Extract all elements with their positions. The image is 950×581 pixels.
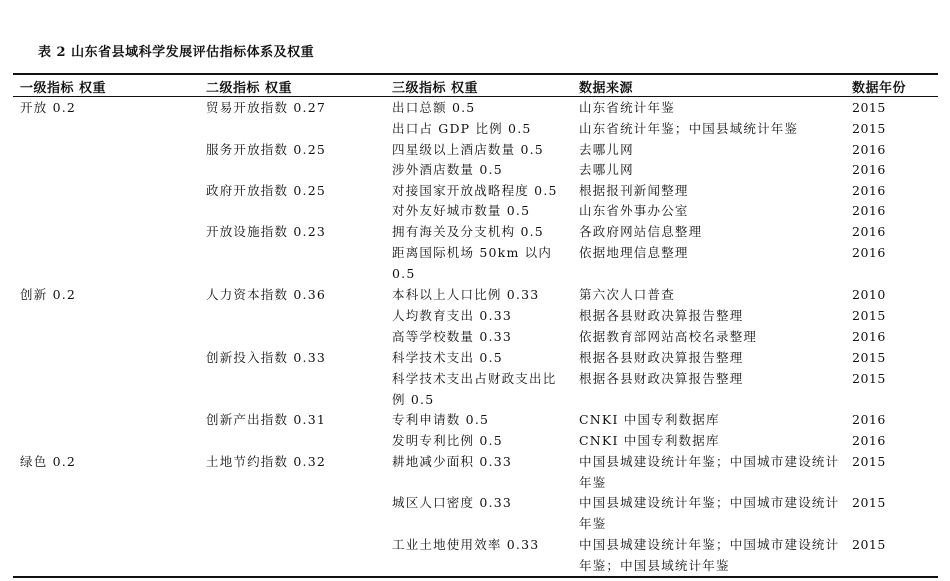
level1-green: 绿色 0.2	[20, 454, 77, 469]
level3-indicator: 出口总额 0.5	[392, 100, 476, 115]
level3-indicator: 对接国家开放战略程度 0.5	[392, 183, 558, 198]
level1-open: 开放 0.2	[20, 100, 77, 115]
level3-indicator: 工业土地使用效率 0.33	[392, 537, 540, 552]
data-source: 中国县城建设统计年鉴；中国城市建设统计年鉴；中国县域统计年鉴	[579, 537, 840, 573]
level3-indicator: 本科以上人口比例 0.33	[392, 287, 540, 302]
data-source: 山东省统计年鉴	[579, 100, 675, 115]
data-year: 2015	[852, 495, 886, 510]
data-year: 2016	[852, 433, 886, 448]
level2-service-open: 服务开放指数 0.25	[206, 142, 327, 157]
data-year: 2016	[852, 245, 886, 260]
data-source: 去哪儿网	[579, 142, 634, 157]
data-source: 各政府网站信息整理	[579, 224, 703, 239]
data-year: 2015	[852, 308, 886, 323]
level3-indicator: 专利申请数 0.5	[392, 412, 490, 427]
header-level2: 二级指标 权重	[206, 81, 293, 96]
data-year: 2010	[852, 287, 886, 302]
level3-indicator: 涉外酒店数量 0.5	[392, 162, 503, 177]
level2-facility-open: 开放设施指数 0.23	[206, 224, 327, 239]
data-source: 根据各县财政决算报告整理	[579, 350, 744, 365]
data-source: 山东省外事办公室	[579, 203, 689, 218]
data-source: 去哪儿网	[579, 162, 634, 177]
header-year: 数据年份	[852, 81, 907, 96]
level2-gov-open: 政府开放指数 0.25	[206, 183, 327, 198]
data-source: 依据教育部网站高校名录整理	[579, 329, 758, 344]
level3-indicator: 四星级以上酒店数量 0.5	[392, 142, 544, 157]
data-year: 2016	[852, 142, 886, 157]
data-year: 2016	[852, 203, 886, 218]
data-year: 2015	[852, 371, 886, 386]
level3-indicator: 高等学校数量 0.33	[392, 329, 513, 344]
level3-indicator: 科学技术支出占财政支出比例 0.5	[392, 371, 557, 407]
level3-indicator: 对外友好城市数量 0.5	[392, 203, 531, 218]
level3-indicator: 人均教育支出 0.33	[392, 308, 513, 323]
data-year: 2015	[852, 537, 886, 552]
data-source: 第六次人口普查	[579, 287, 675, 302]
data-source: 山东省统计年鉴；中国县域统计年鉴	[579, 121, 799, 136]
level3-indicator: 科学技术支出 0.5	[392, 350, 503, 365]
level1-innovation: 创新 0.2	[20, 287, 77, 302]
data-source: 根据各县财政决算报告整理	[579, 308, 744, 323]
data-year: 2016	[852, 412, 886, 427]
data-source: 中国县城建设统计年鉴；中国城市建设统计年鉴	[579, 454, 840, 490]
level2-human-capital: 人力资本指数 0.36	[206, 287, 327, 302]
table-header-rule	[13, 96, 938, 97]
table-bottom-rule	[13, 576, 938, 578]
table-caption: 表 2 山东省县域科学发展评估指标体系及权重	[38, 45, 315, 60]
data-year: 2015	[852, 100, 886, 115]
data-year: 2016	[852, 183, 886, 198]
level2-trade-open: 贸易开放指数 0.27	[206, 100, 327, 115]
table-top-rule	[13, 73, 938, 75]
data-source: 中国县城建设统计年鉴；中国城市建设统计年鉴	[579, 495, 840, 531]
data-source: 根据报刊新闻整理	[579, 183, 689, 198]
data-year: 2016	[852, 162, 886, 177]
level3-indicator: 城区人口密度 0.33	[392, 495, 513, 510]
header-level1: 一级指标 权重	[20, 81, 107, 96]
header-level3: 三级指标 权重	[392, 81, 479, 96]
data-source: CNKI 中国专利数据库	[579, 433, 720, 448]
data-source: CNKI 中国专利数据库	[579, 412, 720, 427]
data-year: 2015	[852, 121, 886, 136]
data-source: 依据地理信息整理	[579, 245, 689, 260]
data-year: 2015	[852, 454, 886, 469]
level3-indicator: 拥有海关及分支机构 0.5	[392, 224, 544, 239]
level3-indicator: 发明专利比例 0.5	[392, 433, 503, 448]
header-source: 数据来源	[579, 81, 634, 96]
data-year: 2016	[852, 329, 886, 344]
level3-indicator: 出口占 GDP 比例 0.5	[392, 121, 532, 136]
level3-indicator: 距离国际机场 50km 以内 0.5	[392, 245, 553, 281]
level2-land-saving: 土地节约指数 0.32	[206, 454, 327, 469]
data-year: 2016	[852, 224, 886, 239]
level3-indicator: 耕地减少面积 0.33	[392, 454, 513, 469]
level2-innovation-input: 创新投入指数 0.33	[206, 350, 327, 365]
data-year: 2015	[852, 350, 886, 365]
level2-innovation-output: 创新产出指数 0.31	[206, 412, 327, 427]
data-source: 根据各县财政决算报告整理	[579, 371, 744, 386]
